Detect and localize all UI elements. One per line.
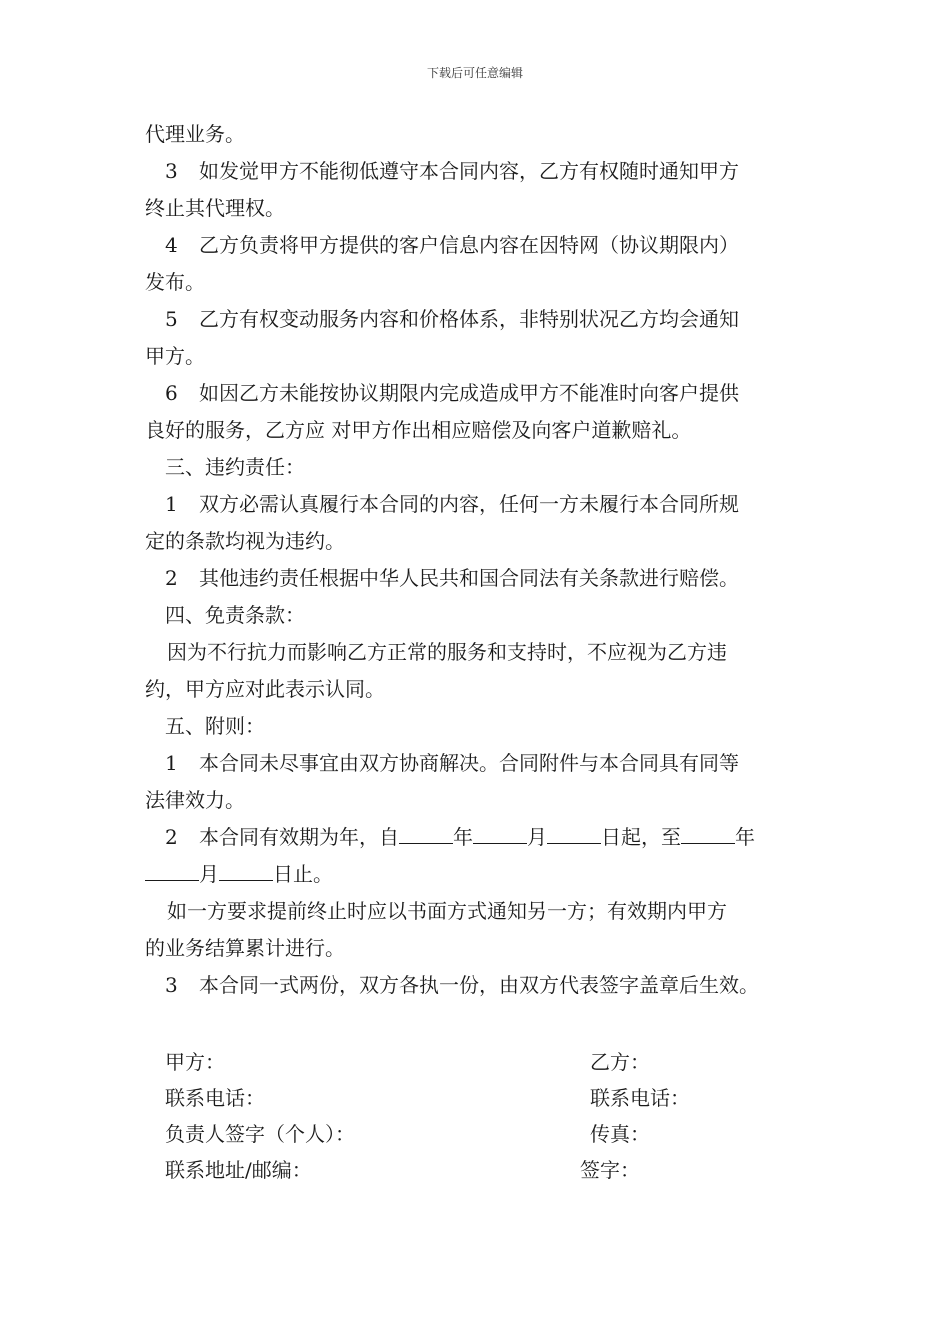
clause-line xyxy=(145,153,815,190)
text-line xyxy=(145,856,815,893)
clause-text: 如发觉甲方不能彻低遵守本合同内容，乙方有权随时通知甲方 xyxy=(199,159,739,183)
signature-row xyxy=(0,1046,950,1082)
person-a-label: 负责人签字（个人）： xyxy=(165,1122,355,1146)
text-line: 约，甲方应对此表示认同。 xyxy=(145,677,385,701)
text-line: 终止其代理权。 xyxy=(145,196,285,220)
clause-text: 如因乙方未能按协议期限内完成造成甲方不能准时向客户提供 xyxy=(199,381,739,405)
sign-b-label: 签字： xyxy=(580,1158,640,1182)
date-unit: 年 xyxy=(735,825,755,849)
text-line: 发布。 xyxy=(145,270,205,294)
page-header: 下载后可任意编辑 xyxy=(426,66,523,80)
section-heading: 三、违约责任： xyxy=(165,455,305,479)
clause-text: 本合同有效期为年，自 xyxy=(199,825,399,849)
address-a-label: 联系地址/邮编： xyxy=(165,1158,312,1182)
clause-number: 5 xyxy=(165,307,178,331)
fill-blank xyxy=(547,821,601,844)
fill-blank xyxy=(219,858,273,881)
signature-row xyxy=(0,1154,950,1190)
date-unit: 月 xyxy=(527,825,547,849)
clause-number: 1 xyxy=(165,492,178,516)
text-line: 法律效力。 xyxy=(145,788,245,812)
date-unit: 日起，至 xyxy=(601,825,681,849)
clause-text: 乙方负责将甲方提供的客户信息内容在因特网（协议期限内） xyxy=(199,233,739,257)
date-unit: 日止。 xyxy=(273,862,333,886)
text-line: 甲方。 xyxy=(145,344,205,368)
clause-number: 4 xyxy=(165,233,178,257)
clause-number: 6 xyxy=(165,381,178,405)
clause-line xyxy=(145,375,815,412)
fill-blank xyxy=(145,858,199,881)
clause-number: 2 xyxy=(165,825,178,849)
date-unit: 月 xyxy=(199,862,219,886)
clause-number: 1 xyxy=(165,751,178,775)
clause-number: 3 xyxy=(165,973,178,997)
clause-line xyxy=(145,819,815,856)
clause-line xyxy=(145,560,815,597)
clause-line xyxy=(145,967,815,1004)
clause-number: 3 xyxy=(165,159,178,183)
signature-row xyxy=(0,1118,950,1154)
fill-blank xyxy=(473,821,527,844)
fill-blank xyxy=(681,821,735,844)
clause-text: 乙方有权变动服务内容和价格体系，非特别状况乙方均会通知 xyxy=(199,307,739,331)
contract-body xyxy=(145,116,815,1004)
clause-text: 本合同一式两份，双方各执一份，由双方代表签字盖章后生效。 xyxy=(199,973,759,997)
section-heading: 四、免责条款： xyxy=(165,603,305,627)
party-b-label: 乙方： xyxy=(590,1050,650,1074)
clause-text: 本合同未尽事宜由双方协商解决。合同附件与本合同具有同等 xyxy=(199,751,739,775)
clause-number: 2 xyxy=(165,566,178,590)
text-line: 良好的服务，乙方应 对甲方作出相应赔偿及向客户道歉赔礼。 xyxy=(145,418,692,442)
fax-b-label: 传真： xyxy=(590,1122,650,1146)
fill-blank xyxy=(399,821,453,844)
text-line: 因为不行抗力而影响乙方正常的服务和支持时，不应视为乙方违 xyxy=(167,640,727,664)
clause-line xyxy=(145,486,815,523)
phone-b-label: 联系电话： xyxy=(590,1086,690,1110)
clause-line xyxy=(145,301,815,338)
text-line: 如一方要求提前终止时应以书面方式通知另一方；有效期内甲方 xyxy=(167,899,727,923)
date-unit: 年 xyxy=(453,825,473,849)
clause-line xyxy=(145,745,815,782)
text-line: 的业务结算累计进行。 xyxy=(145,936,345,960)
phone-a-label: 联系电话： xyxy=(165,1086,265,1110)
clause-text: 其他违约责任根据中华人民共和国合同法有关条款进行赔偿。 xyxy=(199,566,739,590)
clause-text: 双方必需认真履行本合同的内容，任何一方未履行本合同所规 xyxy=(199,492,739,516)
text-line: 定的条款均视为违约。 xyxy=(145,529,345,553)
text-line: 代理业务。 xyxy=(145,122,245,146)
signature-row xyxy=(0,1082,950,1118)
section-heading: 五、附则： xyxy=(165,714,265,738)
signature-block xyxy=(0,1046,950,1190)
clause-line xyxy=(145,227,815,264)
party-a-label: 甲方： xyxy=(165,1050,225,1074)
